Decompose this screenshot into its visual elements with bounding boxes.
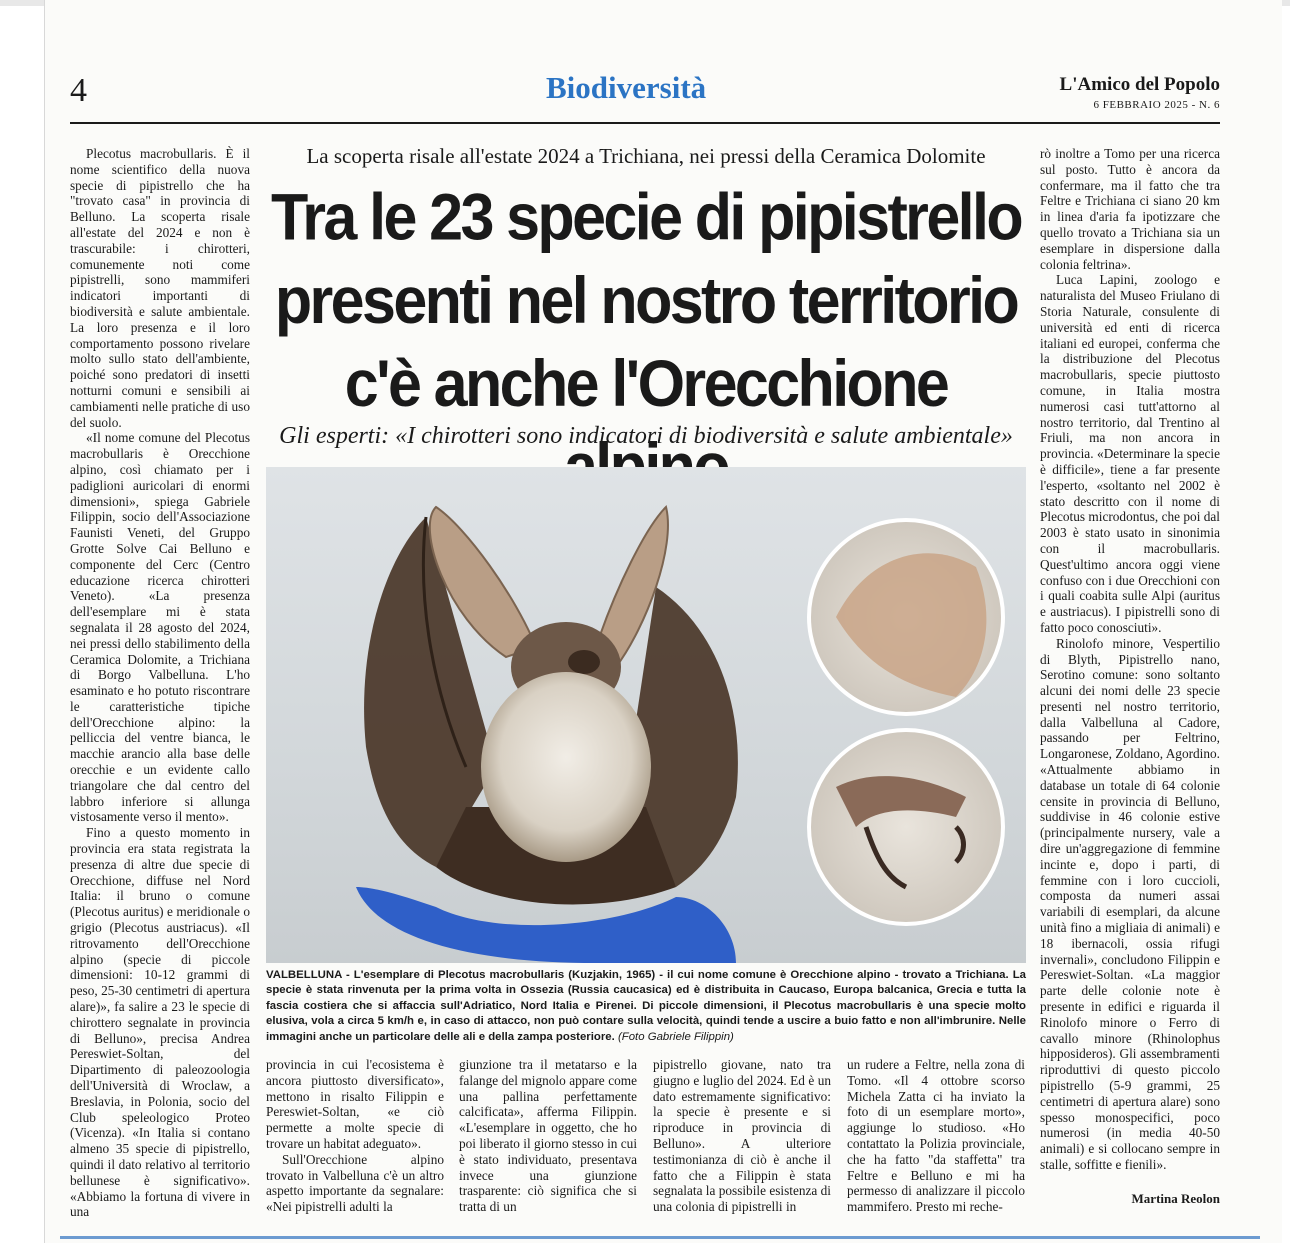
section-title: Biodiversità bbox=[546, 70, 707, 105]
page-number: 4 bbox=[70, 72, 87, 109]
paragraph: provincia in cui l'ecosistema è ancora piuttosto diversificato», mettono in risalto Filippin e Pereswiet-Soltan, «e ciò permette a molte specie di trovare un habitat adeguato». bbox=[266, 1057, 444, 1151]
paragraph: un rudere a Feltre, nella zona di Tomo. «Il 4 ottobre scorso Michela Zatta ci ha inviato la foto di un esemplare morto», aggiunge lo studioso. «Ho contattato la Polizia provinciale, che ha fatto "da staffetta" tra Feltre e Belluno e mi ha permesso di analizzare il piccolo mammifero. Presto mi reche- bbox=[847, 1057, 1025, 1215]
newspaper-name: L'Amico del Popolo bbox=[1059, 74, 1220, 95]
article-subtitle: Gli esperti: «I chirotteri sono indicatori di biodiversità e salute ambientale» bbox=[279, 423, 1013, 449]
paragraph: giunzione tra il metatarso e la falange del mignolo appare come una pallina perfettamente calcificata», afferma Filippin. «L'esemplare in oggetto, che ho poi liberato il giorno stesso in cui è stato individuato, presentava invece una giunzione trasparente: ciò significa che si tratta di un bbox=[459, 1057, 638, 1215]
bottom-rule bbox=[60, 1236, 1260, 1239]
photo-credit: (Foto Gabriele Filippin) bbox=[617, 1030, 734, 1043]
issue-date: 6 FEBBRAIO 2025 - N. 6 bbox=[1093, 99, 1220, 111]
article-column-bottom-4 bbox=[847, 1057, 1025, 1215]
author-signature: Martina Reolon bbox=[1131, 1191, 1220, 1206]
header-rule bbox=[70, 122, 1220, 124]
paragraph: pipistrello giovane, nato tra giugno e luglio del 2024. Ed è un dato estremamente significativo: la specie è presente e si riproduce in provincia di Belluno». A ulteriore testimonianza di ciò è anche il fatto che a Filippin è stata segnalata la possibile esistenza di una colonia di pipistrelli in bbox=[653, 1057, 831, 1215]
article-column-bottom-2 bbox=[459, 1057, 637, 1215]
paragraph: Fino a questo momento in provincia era stata registrata la presenza di altre due specie di Orecchione, diffuse nel Nord Italia: il bruno o comune (Plecotus auritus) e meridionale o grigio (Plecotus austriacus). «Il ritrovamento dell'Orecchione alpino (specie di piccole dimensioni: 10-12 grammi di peso, 25-30 centimetri di apertura alare)», fa salire a 23 le specie di chirottero segnalate in provincia di Belluno», precisa Andrea Pereswiet-Soltan, del Dipartimento di paleozoologia dell'Università di Wroclaw, a Breslavia, in Polonia, socio del Club speleologico Proteo (Vicenza). «In Italia si contano almeno 35 specie di pipistrello, quindi il dato relativo al territorio bellunese è significativo». «Abbiamo la fortuna di vivere in una bbox=[70, 825, 250, 1220]
bat-illustration bbox=[266, 467, 1026, 963]
bat-photo bbox=[266, 467, 1026, 963]
paragraph: Rinolofo minore, Vespertilio di Blyth, Pipistrello nano, Serotino comune: sono soltanto alcuni dei nomi delle 23 specie presenti nel nostro territorio, dalla Valbelluna al Cadore, passando per Feltrino, Longaronese, Zoldano, Agordino. «Attualmente abbiamo in database un totale di 64 colonie censite in provincia di Belluno, suddivise in 46 colonie estive (principalmente nursery, vale a dire un'aggregazione di femmine incinte e, dopo i parti, di femmine con i loro cuccioli, composta da numeri assai variabili di esemplari, da alcune unità fino a migliaia di animali) e 18 ibernacoli, ossia rifugi invernali», concludono Filippin e Pereswiet-Soltan. «La maggior parte delle colonie note è presente in edifici e riguarda il Rinolofo minore o Ferro di cavallo minore (Rhinolophus hipposideros). Gli assembramenti riproduttivi di questo piccolo pipistrello (5-9 grammi, 25 centimetri di apertura alare) sono spesso monospecifici, poco numerosi (in media 40-50 animali) e si collocano sempre in stalle, soffitte e fienili». bbox=[1040, 635, 1220, 1172]
article-kicker: La scoperta risale all'estate 2024 a Trichiana, nei pressi della Ceramica Dolomite bbox=[306, 144, 986, 168]
headline-line: c'è anche l'Orecchione bbox=[344, 346, 948, 421]
article-column-bottom-1 bbox=[266, 1057, 444, 1215]
paragraph: Sull'Orecchione alpino trovato in Valbelluna c'è un altro aspetto importante da segnalare: «Nei pipistrelli adulti la bbox=[266, 1151, 444, 1215]
photo-caption bbox=[266, 968, 1026, 1045]
paragraph: rò inoltre a Tomo per una ricerca sul posto. Tutto è ancora da confermare, ma il fatto che tra Feltre e Trichiana ci siano 20 km in linea d'aria fa ipotizzare che quello trovato a Trichiana sia un esemplare in dispersione dalla colonia feltrina». bbox=[1040, 146, 1220, 272]
article-column-left bbox=[70, 146, 250, 1220]
masthead bbox=[1060, 74, 1220, 111]
headline-line: presenti nel nostro territorio bbox=[274, 263, 1018, 337]
headline-line: Tra le 23 specie di pipistrello bbox=[270, 180, 1022, 254]
paragraph: «Il nome comune del Plecotus macrobullaris è Orecchione alpino, così chiamato per i padiglioni auricolari di enormi dimensioni», spiega Gabriele Filippin, socio dell'Associazione Faunisti Veneti, del Gruppo Grotte Solve Cai Belluno e componente del Cerc (Centro educazione ricerca chirotteri Veneto). «La presenza dell'esemplare mi è stata segnalata il 28 agosto del 2024, nei pressi dello stabilimento della Ceramica Dolomite, a Trichiana di Borgo Valbelluna. L'ho esaminato e ho potuto riscontrare le caratteristiche tipiche dell'Orecchione alpino: la pelliccia del ventre bianca, le macchie arancio alla base delle orecchie e un evidente callo triangolare che dal centro del labbro inferiore si allunga vistosamente verso il mento». bbox=[70, 430, 250, 825]
paragraph: Plecotus macrobullaris. È il nome scientifico della nuova specie di pipistrello che ha "trovato casa" in provincia di Belluno. La scoperta risale all'estate del 2024 e non è trascurabile: i chirotteri, comunemente noti come pipistrelli, sono mammiferi indicatori importanti di biodiversità e salute ambientale. La loro presenza e il loro comportamento possono rivelare molto sullo stato dell'ambiente, poiché sono predatori di insetti notturni comuni e sensibili ai cambiamenti nelle pratiche di uso del suolo. bbox=[70, 146, 250, 430]
article-column-right bbox=[1040, 146, 1220, 1173]
article-column-bottom-3 bbox=[653, 1057, 831, 1215]
article-headline bbox=[266, 176, 1026, 509]
caption-text: VALBELLUNA - L'esemplare di Plecotus macrobullaris (Kuzjakin, 1965) - il cui nome comune è Orecchione alpino - trovato a Trichiana. La specie è stata rinvenuta per la prima volta in Ossezia (Russia caucasica) ed è distribuita in Caucaso, Europa balcanica, Grecia e tutta la fascia costiera che si affaccia sull'Adriatico, Nord Italia e Pirenei. Di piccole dimensioni, il Plecotus macrobullaris è una specie molto elusiva, vola a circa 5 km/h e, in caso di attacco, non può contare sulla velocità, quindi tende a uscire a buio fatto e non all'imbrunire. Nelle immagini anche un particolare delle ali e della zampa posteriore. bbox=[266, 969, 1026, 1043]
paragraph: Luca Lapini, zoologo e naturalista del Museo Friulano di Storia Naturale, consulente di università ed enti di ricerca italiani ed europei, conferma che la distribuzione del Plecotus macrobullaris, specie piuttosto comune, in Italia mostra numerosi casi tutt'attorno al nostro territorio, dal Trentino al Friuli, ma non ancora in provincia. «Determinare la specie è difficile», tiene a far presente l'esperto, «soltanto nel 2002 è stato descritto con il nome di Plecotus microdontus, che poi dal 2003 è stato usato in sinonimia con il macrobullaris. Quest'ultimo ancora oggi viene confuso con i due Orecchioni con i quali coabita sulle Alpi (auritus e austriacus). I pipistrelli sono di fatto poco conosciuti». bbox=[1040, 272, 1220, 635]
